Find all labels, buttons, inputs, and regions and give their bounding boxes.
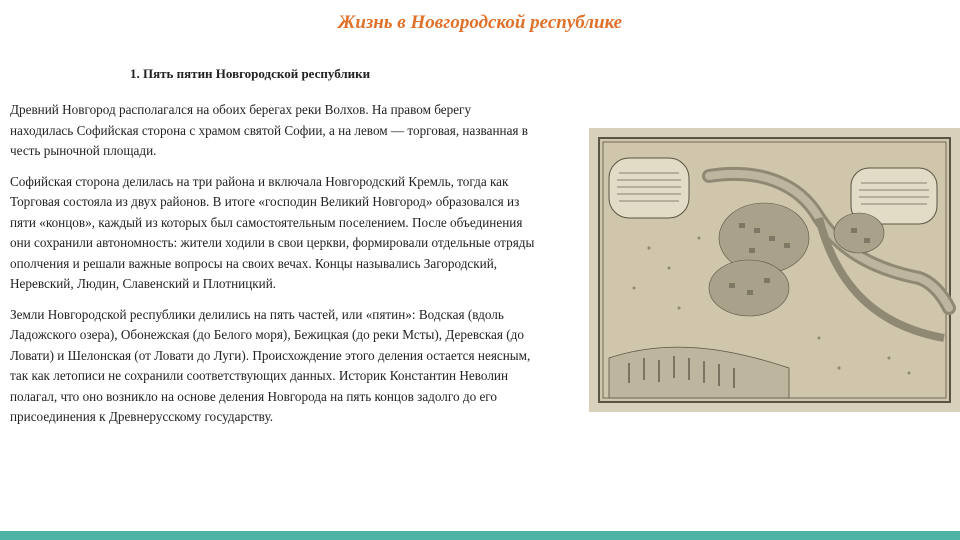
historical-map-image [589, 128, 960, 412]
body-text [10, 100, 535, 438]
paragraph-1: Древний Новгород располагался на обоих берегах реки Волхов. На правом берегу находилась Софийская сторона с храмом святой Софии, а на левом — торговая, названная в честь рыночной площади. [10, 102, 529, 158]
section-subtitle: 1. Пять пятин Новгородской республики [130, 66, 371, 81]
historical-map-icon [589, 128, 960, 412]
slide-title: Жизнь в Новгородской республике [337, 12, 623, 33]
paragraph-3: Земли Новгородской республики делились на пять частей, или «пятин»: Водская (вдоль Ладожского озера), Обонежская (до Белого моря), Бежицкая (до реки Мсты), Деревская (до Ловати) и Шелонская (от Ловати до Луги). Происхождение этого деления остается неясным, так как летописи не сохранили соответствующих данных. Историк Константин Неволин полагал, что оно возникло на основе деления Новгорода на пять концов задолго до его присоединения к Древнерусскому государству. [10, 306, 531, 424]
paragraph-2: Софийская сторона делилась на три района и включала Новгородский Кремль, тогда как Торговая состояла из двух районов. В итоге «господин Великий Новгород» образовался из пяти «концов», каждый из которых был самостоятельным поселением. После объединения они сохранили автономность: жители ходили в свои церкви, формировали отдельные отряды ополчения и решали важные вопросы на своих вечах. Концы назывались Загородский, Неревский, Людин, Славенский и Плотницкий. [10, 173, 535, 291]
footer-accent-bar [0, 531, 960, 540]
